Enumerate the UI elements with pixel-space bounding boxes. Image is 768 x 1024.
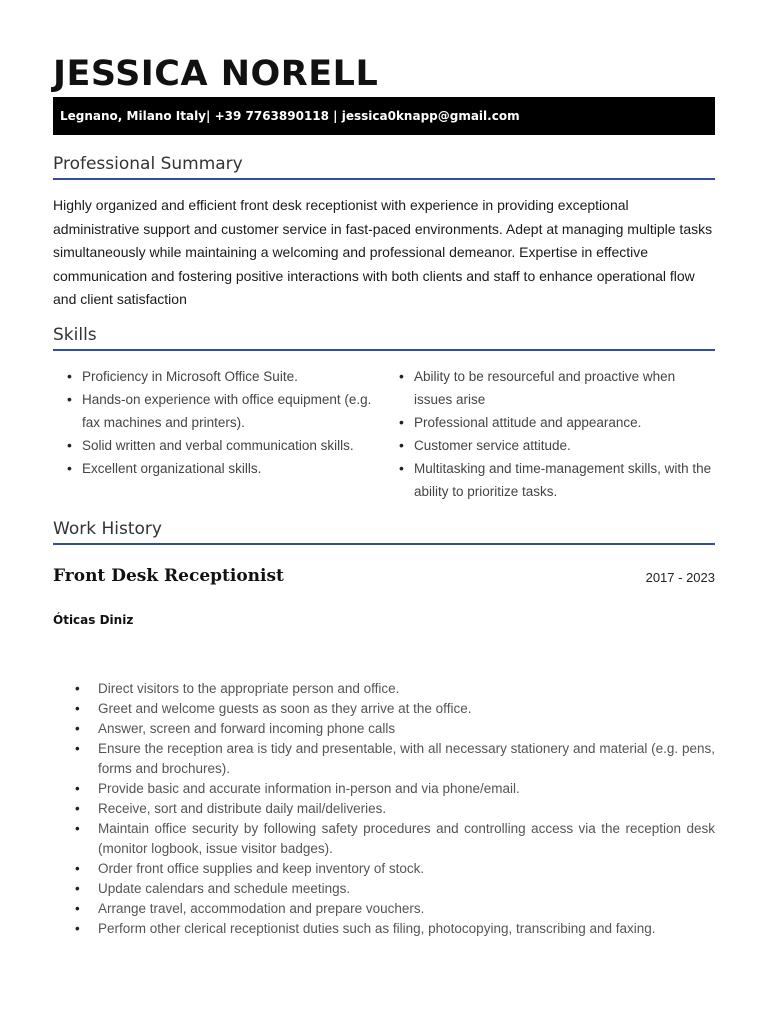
section-title-skills: Skills xyxy=(53,325,715,351)
skills-list-right xyxy=(399,365,717,503)
duty-item: • Arrange travel, accommodation and prepare vouchers. xyxy=(53,899,715,919)
skill-item: • Hands-on experience with office equipment (e.g. fax machines and printers). xyxy=(67,388,387,434)
duty-item: • Direct visitors to the appropriate person and office. xyxy=(53,679,715,699)
duty-item: • Ensure the reception area is tidy and presentable, with all necessary stationery and material (e.g. pens, forms and brochures). xyxy=(53,739,715,779)
job-dates: 2017 - 2023 xyxy=(645,570,715,585)
duty-item: • Receive, sort and distribute daily mail/deliveries. xyxy=(53,799,715,819)
job-title: Front Desk Receptionist xyxy=(53,566,284,586)
duty-item: • Update calendars and schedule meetings. xyxy=(53,879,715,899)
duty-item: • Maintain office security by following safety procedures and controlling access via the reception desk (monitor logbook, issue visitor badges). xyxy=(53,819,715,859)
summary-text: Highly organized and efficient front desk receptionist with experience in providing exceptional administrative support and customer service in fast-paced environments. Adept at managing multiple tasks simultaneously while maintaining a welcoming and professional demeanor. Expertise in effective communication and fostering positive interactions with both clients and staff to enhance operational flow and client satisfaction xyxy=(53,197,713,307)
contact-bar: Legnano, Milano Italy| +39 7763890118 | jessica0knapp@gmail.com xyxy=(53,97,715,135)
skill-item: • Multitasking and time-management skills, with the ability to prioritize tasks. xyxy=(399,457,717,503)
skill-item: • Ability to be resourceful and proactive when issues arise xyxy=(399,365,717,411)
company-name: Óticas Diniz xyxy=(53,613,134,627)
skills-list-left xyxy=(67,365,387,480)
duties-list xyxy=(53,679,715,939)
duty-item: • Greet and welcome guests as soon as they arrive at the office. xyxy=(53,699,715,719)
skill-item: • Customer service attitude. xyxy=(399,434,717,457)
section-title-summary: Professional Summary xyxy=(53,154,715,180)
skill-item: • Professional attitude and appearance. xyxy=(399,411,717,434)
duty-item: • Answer, screen and forward incoming phone calls xyxy=(53,719,715,739)
skill-item: • Excellent organizational skills. xyxy=(67,457,387,480)
section-title-work-history: Work History xyxy=(53,519,715,545)
skill-item: • Proficiency in Microsoft Office Suite. xyxy=(67,365,387,388)
duty-item: • Perform other clerical receptionist duties such as filing, photocopying, transcribing and faxing. xyxy=(53,919,715,939)
duty-item: • Provide basic and accurate information in-person and via phone/email. xyxy=(53,779,715,799)
duty-item: • Order front office supplies and keep inventory of stock. xyxy=(53,859,715,879)
candidate-name: JESSICA NORELL xyxy=(53,54,379,94)
skill-item: • Solid written and verbal communication skills. xyxy=(67,434,387,457)
